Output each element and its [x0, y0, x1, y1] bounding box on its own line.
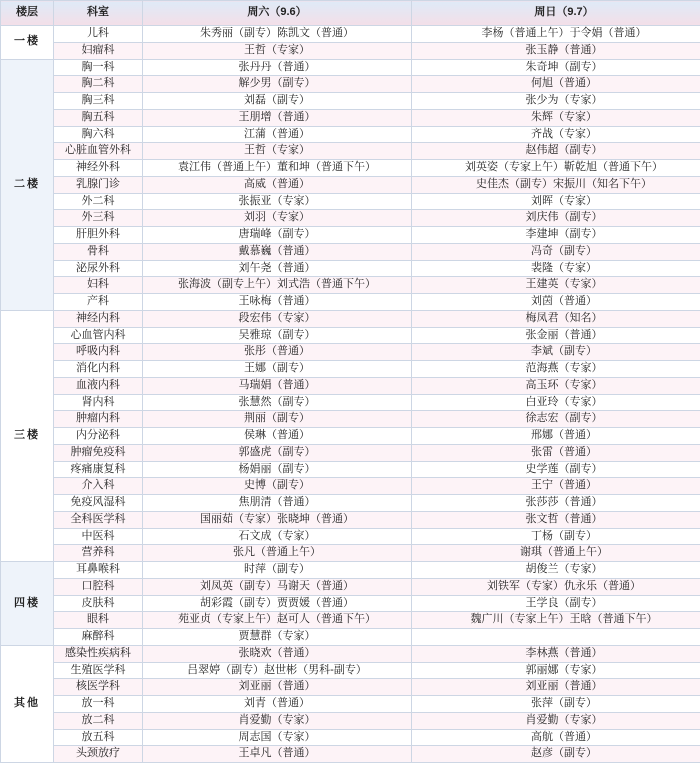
sunday-doctors-cell: 赵伟超（副专）	[412, 143, 700, 160]
saturday-doctors-cell: 国丽茹（专家）张晓坤（普通）	[143, 511, 412, 528]
sunday-doctors-cell: 张金丽（普通）	[412, 327, 700, 344]
sunday-doctors-cell: 张莎莎（普通）	[412, 495, 700, 512]
table-row	[1, 327, 700, 344]
sunday-doctors-cell: 胡俊兰（专家）	[412, 562, 700, 579]
sunday-doctors-cell: 冯奇（副专）	[412, 243, 700, 260]
saturday-doctors-cell: 史博（副专）	[143, 478, 412, 495]
sunday-doctors-cell: 史佳杰（副专）宋振川（知名下午）	[412, 176, 700, 193]
department-cell: 胸二科	[54, 76, 143, 93]
department-cell: 胸五科	[54, 109, 143, 126]
saturday-doctors-cell: 张海波（副专上午）刘式浩（普通下午）	[143, 277, 412, 294]
table-row	[1, 59, 700, 76]
sunday-doctors-cell: 刘茵（普通）	[412, 294, 700, 311]
department-cell: 耳鼻喉科	[54, 562, 143, 579]
table-row	[1, 109, 700, 126]
saturday-doctors-cell: 胡彩霞（副专）贾贾媛（普通）	[143, 595, 412, 612]
table-row	[1, 562, 700, 579]
department-cell: 全科医学科	[54, 511, 143, 528]
sunday-doctors-cell: 王宁（普通）	[412, 478, 700, 495]
saturday-doctors-cell: 刘午尧（普通）	[143, 260, 412, 277]
department-cell: 头颈放疗	[54, 746, 143, 763]
sunday-doctors-cell: 何旭（普通）	[412, 76, 700, 93]
saturday-doctors-cell: 江蒲（普通）	[143, 126, 412, 143]
sunday-doctors-cell: 刘晖（专家）	[412, 193, 700, 210]
sunday-doctors-cell: 魏广川（专家上午）王晗（普通下午）	[412, 612, 700, 629]
table-row	[1, 662, 700, 679]
sunday-doctors-cell: 齐战（专家）	[412, 126, 700, 143]
sunday-doctors-cell: 李杨（普通上午）于令娟（普通）	[412, 26, 700, 43]
table-row	[1, 461, 700, 478]
department-cell: 肾内科	[54, 394, 143, 411]
department-cell: 消化内科	[54, 361, 143, 378]
header-floor: 楼层	[1, 1, 54, 26]
table-header	[1, 1, 700, 26]
sunday-doctors-cell: 白亚玲（专家）	[412, 394, 700, 411]
saturday-doctors-cell: 刘羽（专家）	[143, 210, 412, 227]
table-row	[1, 511, 700, 528]
table-row	[1, 612, 700, 629]
department-cell: 免疫风湿科	[54, 495, 143, 512]
saturday-doctors-cell: 张彤（普通）	[143, 344, 412, 361]
saturday-doctors-cell: 侯琳（普通）	[143, 428, 412, 445]
department-cell: 血液内科	[54, 377, 143, 394]
saturday-doctors-cell: 苑亚贞（专家上午）赵可人（普通下午）	[143, 612, 412, 629]
table-row	[1, 294, 700, 311]
sunday-doctors-cell: 赵彦（副专）	[412, 746, 700, 763]
table-row	[1, 26, 700, 43]
department-cell: 外三科	[54, 210, 143, 227]
department-cell: 产科	[54, 294, 143, 311]
saturday-doctors-cell: 张晓欢（普通）	[143, 645, 412, 662]
header-saturday: 周六（9.6）	[143, 1, 412, 26]
department-cell: 骨科	[54, 243, 143, 260]
floor-cell: 二楼	[1, 59, 54, 310]
saturday-doctors-cell: 杨娟丽（副专）	[143, 461, 412, 478]
saturday-doctors-cell: 解少男（副专）	[143, 76, 412, 93]
header-row	[1, 1, 700, 26]
table-row	[1, 377, 700, 394]
table-row	[1, 629, 700, 646]
table-row	[1, 595, 700, 612]
table-row	[1, 528, 700, 545]
department-cell: 内分泌科	[54, 428, 143, 445]
sunday-doctors-cell: 张少为（专家）	[412, 93, 700, 110]
sunday-doctors-cell: 史学莲（副专）	[412, 461, 700, 478]
sunday-doctors-cell: 梅凤君（知名）	[412, 310, 700, 327]
saturday-doctors-cell: 石文成（专家）	[143, 528, 412, 545]
sunday-doctors-cell: 张雷（普通）	[412, 444, 700, 461]
sunday-doctors-cell	[412, 629, 700, 646]
department-cell: 放五科	[54, 729, 143, 746]
saturday-doctors-cell: 戴慕巍（普通）	[143, 243, 412, 260]
department-cell: 泌尿外科	[54, 260, 143, 277]
department-cell: 胸一科	[54, 59, 143, 76]
sunday-doctors-cell: 肖爱勤（专家）	[412, 712, 700, 729]
department-cell: 外二科	[54, 193, 143, 210]
sunday-doctors-cell: 张玉静（普通）	[412, 42, 700, 59]
saturday-doctors-cell: 周志国（专家）	[143, 729, 412, 746]
table-row	[1, 444, 700, 461]
department-cell: 麻醉科	[54, 629, 143, 646]
table-row	[1, 411, 700, 428]
saturday-doctors-cell: 段宏伟（专家）	[143, 310, 412, 327]
saturday-doctors-cell: 王娜（副专）	[143, 361, 412, 378]
table-row	[1, 260, 700, 277]
saturday-doctors-cell: 马瑞娟（普通）	[143, 377, 412, 394]
sunday-doctors-cell: 王学良（副专）	[412, 595, 700, 612]
table-row	[1, 729, 700, 746]
saturday-doctors-cell: 张振亚（专家）	[143, 193, 412, 210]
saturday-doctors-cell: 刘凤英（副专）马谢天（普通）	[143, 578, 412, 595]
department-cell: 眼科	[54, 612, 143, 629]
department-cell: 妇科	[54, 277, 143, 294]
table-row	[1, 76, 700, 93]
saturday-doctors-cell: 荆丽（副专）	[143, 411, 412, 428]
sunday-doctors-cell: 高航（普通）	[412, 729, 700, 746]
department-cell: 心脏血管外科	[54, 143, 143, 160]
saturday-doctors-cell: 王咏梅（普通）	[143, 294, 412, 311]
saturday-doctors-cell: 王卓凡（普通）	[143, 746, 412, 763]
table-row	[1, 578, 700, 595]
sunday-doctors-cell: 刘庆伟（副专）	[412, 210, 700, 227]
floor-cell: 其他	[1, 645, 54, 762]
sunday-doctors-cell: 刘亚丽（普通）	[412, 679, 700, 696]
department-cell: 乳腺门诊	[54, 176, 143, 193]
saturday-doctors-cell: 唐瑞峰（副专）	[143, 227, 412, 244]
department-cell: 介入科	[54, 478, 143, 495]
saturday-doctors-cell: 贾慧群（专家）	[143, 629, 412, 646]
table-row	[1, 394, 700, 411]
sunday-doctors-cell: 刘英姿（专家上午）靳乾旭（普通下午）	[412, 160, 700, 177]
department-cell: 神经外科	[54, 160, 143, 177]
sunday-doctors-cell: 王建英（专家）	[412, 277, 700, 294]
department-cell: 生殖医学科	[54, 662, 143, 679]
department-cell: 肿瘤免疫科	[54, 444, 143, 461]
saturday-doctors-cell: 刘磊（副专）	[143, 93, 412, 110]
department-cell: 核医学科	[54, 679, 143, 696]
table-row	[1, 227, 700, 244]
department-cell: 神经内科	[54, 310, 143, 327]
sunday-doctors-cell: 裴隆（专家）	[412, 260, 700, 277]
sunday-doctors-cell: 邢娜（普通）	[412, 428, 700, 445]
saturday-doctors-cell: 肖爱勤（专家）	[143, 712, 412, 729]
sunday-doctors-cell: 张文哲（普通）	[412, 511, 700, 528]
table-row	[1, 679, 700, 696]
department-cell: 营养科	[54, 545, 143, 562]
department-cell: 放一科	[54, 696, 143, 713]
table-row	[1, 93, 700, 110]
floor-cell: 一楼	[1, 26, 54, 60]
table-row	[1, 277, 700, 294]
table-row	[1, 176, 700, 193]
saturday-doctors-cell: 张丹丹（普通）	[143, 59, 412, 76]
table-row	[1, 344, 700, 361]
sunday-doctors-cell: 徐志宏（副专）	[412, 411, 700, 428]
table-body	[1, 26, 700, 763]
saturday-doctors-cell: 王哲（专家）	[143, 143, 412, 160]
sunday-doctors-cell: 李建坤（副专）	[412, 227, 700, 244]
department-cell: 妇瘤科	[54, 42, 143, 59]
table-row	[1, 42, 700, 59]
department-cell: 感染性疾病科	[54, 645, 143, 662]
saturday-doctors-cell: 朱秀丽（副专）陈凯文（普通）	[143, 26, 412, 43]
sunday-doctors-cell: 高玉环（专家）	[412, 377, 700, 394]
table-row	[1, 696, 700, 713]
table-row	[1, 143, 700, 160]
saturday-doctors-cell: 时萍（副专）	[143, 562, 412, 579]
department-cell: 胸六科	[54, 126, 143, 143]
department-cell: 呼吸内科	[54, 344, 143, 361]
floor-cell: 三楼	[1, 310, 54, 561]
saturday-doctors-cell: 张凡（普通上午）	[143, 545, 412, 562]
table-row	[1, 545, 700, 562]
saturday-doctors-cell: 高威（普通）	[143, 176, 412, 193]
sunday-doctors-cell: 范海燕（专家）	[412, 361, 700, 378]
table-row	[1, 495, 700, 512]
sunday-doctors-cell: 谢琪（普通上午）	[412, 545, 700, 562]
table-row	[1, 126, 700, 143]
saturday-doctors-cell: 吴雅琼（副专）	[143, 327, 412, 344]
table-row	[1, 428, 700, 445]
sunday-doctors-cell: 丁杨（副专）	[412, 528, 700, 545]
saturday-doctors-cell: 焦朋清（普通）	[143, 495, 412, 512]
saturday-doctors-cell: 吕翠婷（副专）赵世彬（男科-副专）	[143, 662, 412, 679]
table-row	[1, 193, 700, 210]
department-cell: 儿科	[54, 26, 143, 43]
table-row	[1, 645, 700, 662]
sunday-doctors-cell: 朱辉（专家）	[412, 109, 700, 126]
floor-cell: 四楼	[1, 562, 54, 646]
sunday-doctors-cell: 郭丽娜（专家）	[412, 662, 700, 679]
department-cell: 疼痛康复科	[54, 461, 143, 478]
saturday-doctors-cell: 袁江伟（普通上午）董和坤（普通下午）	[143, 160, 412, 177]
header-sunday: 周日（9.7）	[412, 1, 700, 26]
saturday-doctors-cell: 张慧然（副专）	[143, 394, 412, 411]
department-cell: 肿瘤内科	[54, 411, 143, 428]
saturday-doctors-cell: 王朋增（普通）	[143, 109, 412, 126]
sunday-doctors-cell: 刘铁军（专家）仇永乐（普通）	[412, 578, 700, 595]
department-cell: 胸三科	[54, 93, 143, 110]
sunday-doctors-cell: 李林燕（普通）	[412, 645, 700, 662]
table-row	[1, 243, 700, 260]
department-cell: 口腔科	[54, 578, 143, 595]
department-cell: 放二科	[54, 712, 143, 729]
saturday-doctors-cell: 刘青（普通）	[143, 696, 412, 713]
table-row	[1, 310, 700, 327]
table-row	[1, 712, 700, 729]
saturday-doctors-cell: 郭盛虎（副专）	[143, 444, 412, 461]
table-row	[1, 210, 700, 227]
sunday-doctors-cell: 朱奇坤（副专）	[412, 59, 700, 76]
department-cell: 中医科	[54, 528, 143, 545]
table-row	[1, 361, 700, 378]
table-row	[1, 160, 700, 177]
saturday-doctors-cell: 王哲（专家）	[143, 42, 412, 59]
sunday-doctors-cell: 张萍（副专）	[412, 696, 700, 713]
sunday-doctors-cell: 李斌（副专）	[412, 344, 700, 361]
table-row	[1, 478, 700, 495]
department-cell: 心血管内科	[54, 327, 143, 344]
saturday-doctors-cell: 刘亚丽（普通）	[143, 679, 412, 696]
header-dept: 科室	[54, 1, 143, 26]
department-cell: 皮肤科	[54, 595, 143, 612]
department-cell: 肝胆外科	[54, 227, 143, 244]
table-row	[1, 746, 700, 763]
